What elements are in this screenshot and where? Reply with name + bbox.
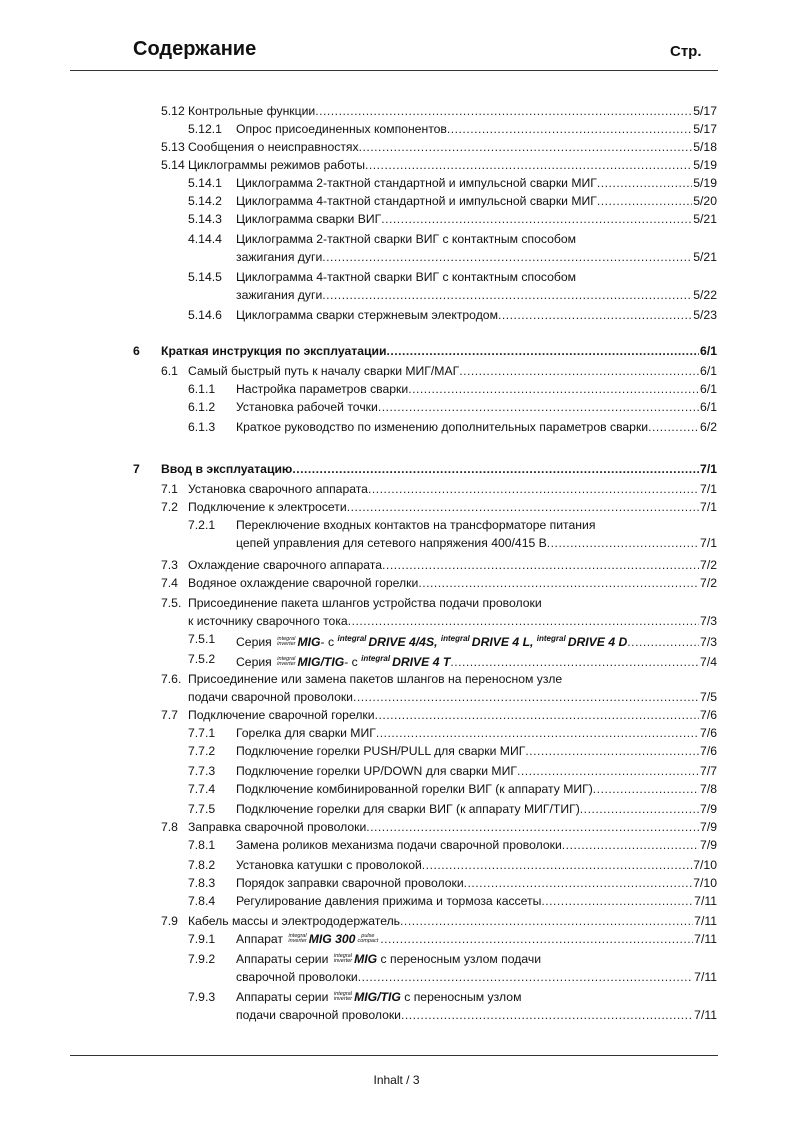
- dot-leader: [597, 174, 692, 192]
- brand-integral-label: integral: [536, 634, 566, 643]
- toc-entry[interactable]: [188, 724, 717, 742]
- toc-entry-number: 7.4: [161, 576, 178, 590]
- title-segment: - с: [320, 635, 338, 650]
- toc-entry-page: 5/21: [693, 250, 717, 264]
- toc-entry-number: 7.8.1: [188, 838, 216, 852]
- brand-model-name: MIG/TIG: [297, 655, 345, 670]
- toc-entry[interactable]: [188, 286, 717, 304]
- toc-entry-title: Заправка сварочной проволоки: [188, 820, 367, 834]
- toc-entry-number: 7.7.4: [188, 782, 216, 796]
- toc-entry[interactable]: [188, 780, 717, 798]
- toc-entry-title: зажигания дуги: [236, 288, 323, 302]
- toc-entry-number: 7.8.3: [188, 876, 216, 890]
- toc-entry[interactable]: [188, 120, 717, 138]
- dot-leader: [447, 120, 692, 138]
- toc-entry[interactable]: [188, 892, 717, 910]
- toc-entry-number: 5.12.1: [188, 122, 222, 136]
- toc-entry-title: Подключение сварочной горелки: [188, 708, 375, 722]
- toc-entry-number: 5.14: [161, 158, 185, 172]
- toc-entry-page: 7/7: [700, 764, 717, 778]
- title-segment: с переносным узлом: [400, 990, 522, 1004]
- toc-entry-page: 7/4: [700, 655, 717, 670]
- toc-entry-page: 7/1: [700, 482, 717, 496]
- toc-entry-page: 6/1: [700, 382, 717, 396]
- title-segment: Аппараты серии: [236, 952, 332, 966]
- toc-entry-title: Подключение к электросети: [188, 500, 347, 514]
- toc-entry[interactable]: [133, 460, 717, 478]
- brand-model-name: MIG: [297, 635, 321, 650]
- toc-entry[interactable]: [188, 306, 717, 324]
- toc-entry[interactable]: [188, 650, 717, 668]
- dot-leader: [464, 874, 693, 892]
- toc-entry-title: зажигания дуги: [236, 250, 323, 264]
- toc-entry[interactable]: [188, 1006, 717, 1024]
- toc-entry-number: 7.7.1: [188, 726, 216, 740]
- toc-entry-title: Циклограммы режимов работы: [188, 158, 366, 172]
- brand-superscript-label: integral inverter: [288, 932, 307, 944]
- toc-entry[interactable]: [188, 800, 717, 818]
- page-column-label: Стр.: [670, 43, 702, 60]
- toc-entry-title: Замена роликов механизма подачи сварочной проволоки: [236, 838, 562, 852]
- header-divider: [70, 70, 718, 71]
- toc-entry[interactable]: [161, 706, 717, 724]
- toc-entry-title: Присоединение пакета шлангов устройства подачи проволоки: [188, 596, 542, 610]
- toc-entry-title: Настройка параметров сварки: [236, 382, 409, 396]
- title-segment: Аппараты серии: [236, 990, 332, 1004]
- dot-leader: [315, 102, 692, 120]
- toc-entry-title: Горелка для сварки МИГ: [236, 726, 376, 740]
- toc-entry-title: Подключение горелки для сварки ВИГ (к аппарату МИГ/ТИГ): [236, 802, 580, 816]
- toc-entry-title: Опрос присоединенных компонентов: [236, 122, 447, 136]
- toc-entry-number: 7.1: [161, 482, 178, 496]
- toc-entry-number: 6.1.1: [188, 382, 216, 396]
- toc-entry-title: Краткая инструкция по эксплуатации: [161, 344, 387, 358]
- toc-entry-page: 5/19: [693, 158, 717, 172]
- toc-entry[interactable]: [161, 688, 717, 706]
- toc-entry-number: 6.1: [161, 364, 178, 378]
- toc-entry-page: 7/3: [700, 635, 717, 650]
- toc-entry-title: Подключение горелки PUSH/PULL для сварки МИГ: [236, 744, 526, 758]
- dot-leader: [347, 498, 699, 516]
- toc-entry-number: 5.14.1: [188, 176, 222, 190]
- toc-entry-number: 7.3: [161, 558, 178, 572]
- toc-entry-title: [236, 630, 627, 651]
- toc-entry-title: Установка сварочного аппарата: [188, 482, 368, 496]
- toc-entry-page: 5/23: [693, 308, 717, 322]
- dot-leader: [562, 836, 699, 854]
- toc-entry[interactable]: [188, 516, 717, 534]
- toc-entry-page: 6/1: [700, 364, 717, 378]
- toc-entry[interactable]: [161, 670, 717, 688]
- toc-entry-title: [236, 988, 521, 1006]
- dot-leader: [380, 930, 693, 948]
- brand-model-name: DRIVE 4 D: [567, 635, 628, 650]
- dot-leader: [408, 380, 699, 398]
- brand-superscript-label: integral inverter: [333, 952, 353, 964]
- dot-leader: [580, 800, 699, 818]
- toc-entry-page: 5/22: [693, 288, 717, 302]
- toc-entry-title: Контрольные функции: [188, 104, 316, 118]
- toc-entry-title: Циклограмма 2-тактной сварки ВИГ с контактным способом: [236, 232, 577, 246]
- toc-entry-title: Присоединение или замена пакетов шлангов на переносном узле: [188, 672, 563, 686]
- dot-leader: [365, 156, 692, 174]
- dot-leader: [525, 742, 699, 760]
- toc-entry[interactable]: [161, 362, 717, 380]
- toc-entry[interactable]: [188, 398, 717, 416]
- toc-entry-title: сварочной проволоки: [236, 970, 358, 984]
- toc-entry-number: 5.14.3: [188, 212, 222, 226]
- toc-entry[interactable]: [188, 856, 717, 874]
- toc-entry-number: 7.8.2: [188, 858, 216, 872]
- toc-entry[interactable]: [188, 230, 717, 248]
- toc-entry-title: Краткое руководство по изменению дополнительных параметров сварки: [236, 420, 649, 434]
- toc-entry-page: 7/6: [700, 708, 717, 722]
- toc-entry[interactable]: [188, 210, 717, 228]
- footer-divider: [70, 1055, 718, 1056]
- dot-leader: [368, 480, 699, 498]
- toc-entry-title: Самый быстрый путь к началу сварки МИГ/МАГ: [188, 364, 460, 378]
- toc-entry-page: 5/20: [693, 194, 717, 208]
- toc-entry-page: 7/1: [700, 536, 717, 550]
- toc-entry[interactable]: [188, 418, 717, 436]
- toc-entry-number: 7.5.: [161, 596, 182, 610]
- toc-entry[interactable]: [161, 574, 717, 592]
- brand-superscript-label: pulse compact: [357, 932, 379, 944]
- toc-entry-title: цепей управления для сетевого напряжения 400/415 В: [236, 536, 547, 550]
- toc-entry-title: [236, 650, 450, 671]
- toc-entry-title: подачи сварочной проволоки: [236, 1008, 401, 1022]
- dot-leader: [627, 633, 699, 651]
- toc-entry-title: Ввод в эксплуатацию: [161, 462, 293, 476]
- dot-leader: [376, 724, 699, 742]
- dot-leader: [322, 286, 692, 304]
- toc-entry-number: 7.7: [161, 708, 178, 722]
- toc-entry-number: 5.13: [161, 140, 185, 154]
- dot-leader: [541, 892, 693, 910]
- toc-entry-page: 5/18: [693, 140, 717, 154]
- title-segment: с переносным узлом подачи: [377, 952, 542, 966]
- toc-entry-title: Установка катушки с проволокой: [236, 858, 422, 872]
- toc-entry-number: 7.9: [161, 914, 178, 928]
- toc-entry-page: 5/21: [693, 212, 717, 226]
- dot-leader: [378, 398, 699, 416]
- toc-entry-page: 7/11: [694, 894, 717, 908]
- toc-entry-title: [236, 950, 541, 968]
- toc-entry[interactable]: [161, 102, 717, 120]
- toc-entry[interactable]: [188, 630, 717, 648]
- toc-entry-page: 7/9: [700, 838, 717, 852]
- toc-entry[interactable]: [188, 874, 717, 892]
- page-footer: Inhalt / 3: [373, 1073, 420, 1087]
- toc-entry-page: 7/11: [694, 914, 717, 928]
- toc-entry-number: 7.7.2: [188, 744, 216, 758]
- toc-entry[interactable]: [188, 762, 717, 780]
- dot-leader: [498, 306, 692, 324]
- toc-entry-number: 4.14.4: [188, 232, 222, 246]
- toc-entry-number: 6.1.2: [188, 400, 216, 414]
- toc-entry-number: 7.6.: [161, 672, 182, 686]
- toc-entry[interactable]: [188, 534, 717, 552]
- toc-entry-page: 7/11: [694, 1008, 717, 1022]
- toc-entry[interactable]: [161, 912, 717, 930]
- toc-entry[interactable]: [188, 192, 717, 210]
- toc-entry-page: 5/17: [693, 122, 717, 136]
- toc-entry-page: 7/9: [700, 820, 717, 834]
- toc-entry-number: 5.14.5: [188, 270, 222, 284]
- toc-entry[interactable]: [133, 342, 717, 360]
- toc-entry-title: Водяное охлаждение сварочной горелки: [188, 576, 419, 590]
- toc-entry-number: 7.9.1: [188, 932, 216, 946]
- toc-entry-number: 6.1.3: [188, 420, 216, 434]
- brand-superscript-label: integral inverter: [277, 635, 296, 648]
- toc-entry-title: к источнику сварочного тока: [188, 614, 348, 628]
- dot-leader: [459, 362, 699, 380]
- dot-leader: [375, 706, 699, 724]
- toc-entry-title: Циклограмма 2-тактной стандартной и импульсной сварки МИГ: [236, 176, 597, 190]
- toc-entry-number: 7.7.3: [188, 764, 216, 778]
- toc-entry[interactable]: [188, 174, 717, 192]
- brand-model-name: DRIVE 4 L,: [471, 635, 537, 650]
- toc-entry-page: 7/11: [694, 932, 717, 946]
- title-segment: Аппарат: [236, 932, 287, 946]
- toc-entry-number: 5.14.2: [188, 194, 222, 208]
- toc-entry-title: Регулирование давления прижима и тормоза кассеты: [236, 894, 542, 908]
- toc-entry[interactable]: [161, 594, 717, 612]
- toc-entry-number: 7.7.5: [188, 802, 216, 816]
- toc-entry-title: Установка рабочей точки: [236, 400, 378, 414]
- page-title: Содержание: [133, 38, 257, 60]
- brand-superscript-label: integral inverter: [333, 990, 353, 1002]
- dot-leader: [450, 653, 699, 671]
- dot-leader: [400, 912, 693, 930]
- title-segment: Серия: [236, 635, 276, 650]
- toc-entry-number: 7.8.4: [188, 894, 216, 908]
- toc-entry-page: 7/8: [700, 782, 717, 796]
- dot-leader: [322, 248, 692, 266]
- toc-entry[interactable]: [161, 556, 717, 574]
- dot-leader: [381, 210, 692, 228]
- toc-entry-page: 6/1: [700, 400, 717, 414]
- toc-entry-number: 5.14.6: [188, 308, 222, 322]
- toc-entry-title: Сообщения о неисправностях: [188, 140, 359, 154]
- toc-entry-number: 7.8: [161, 820, 178, 834]
- toc-entry-page: 7/10: [693, 858, 717, 872]
- brand-integral-label: integral: [361, 654, 391, 663]
- title-segment: Серия: [236, 655, 276, 670]
- brand-integral-label: integral: [440, 634, 470, 643]
- dot-leader: [348, 612, 699, 630]
- dot-leader: [386, 342, 699, 360]
- title-segment: - с: [344, 655, 362, 670]
- toc-entry-number: 7.9.2: [188, 952, 216, 966]
- toc-entry-title: Циклограмма 4-тактной сварки ВИГ с контактным способом: [236, 270, 577, 284]
- brand-model-name: MIG/TIG: [354, 990, 401, 1004]
- toc-entry-title: Порядок заправки сварочной проволоки: [236, 876, 464, 890]
- dot-leader: [517, 762, 699, 780]
- toc-entry-page: 6/2: [700, 420, 717, 434]
- toc-entry-page: 7/2: [700, 576, 717, 590]
- toc-entry-number: 7.5.1: [188, 632, 216, 646]
- toc-entry-number: 7: [133, 462, 140, 476]
- toc-entry-number: 7.2: [161, 500, 178, 514]
- toc-entry-number: 7.9.3: [188, 990, 216, 1004]
- toc-entry[interactable]: [188, 836, 717, 854]
- toc-entry-title: Подключение горелки UP/DOWN для сварки МИГ: [236, 764, 517, 778]
- toc-entry-page: 7/10: [693, 876, 717, 890]
- toc-entry-page: 7/11: [694, 970, 717, 984]
- toc-entry-page: 7/5: [700, 690, 717, 704]
- dot-leader: [401, 1006, 693, 1024]
- toc-entry[interactable]: [188, 742, 717, 760]
- toc-entry-page: 7/6: [700, 726, 717, 740]
- toc-entry-title: [236, 930, 380, 948]
- brand-model-name: DRIVE 4 T: [392, 655, 451, 670]
- toc-entry-page: 7/1: [700, 462, 717, 476]
- brand-superscript-label: integral inverter: [277, 655, 296, 668]
- toc-entry[interactable]: [188, 988, 717, 1006]
- dot-leader: [366, 818, 699, 836]
- toc-entry[interactable]: [161, 498, 717, 516]
- toc-entry-page: 7/3: [700, 614, 717, 628]
- toc-entry[interactable]: [188, 930, 717, 948]
- toc-entry-page: 6/1: [700, 344, 717, 358]
- toc-entry-title: Кабель массы и электрододержатель: [188, 914, 401, 928]
- dot-leader: [359, 138, 693, 156]
- toc-entry-title: Циклограмма сварки стержневым электродом: [236, 308, 498, 322]
- toc-entry[interactable]: [188, 380, 717, 398]
- dot-leader: [418, 574, 699, 592]
- toc-entry[interactable]: [188, 268, 717, 286]
- dot-leader: [382, 556, 699, 574]
- toc-entry-number: 7.5.2: [188, 652, 216, 666]
- dot-leader: [358, 968, 693, 986]
- dot-leader: [353, 688, 699, 706]
- toc-entry[interactable]: [188, 968, 717, 986]
- brand-model-name: MIG: [354, 952, 378, 966]
- dot-leader: [547, 534, 699, 552]
- toc-entry[interactable]: [161, 138, 717, 156]
- dot-leader: [593, 780, 699, 798]
- toc-entry-page: 7/1: [700, 500, 717, 514]
- toc-entry[interactable]: [188, 950, 717, 968]
- dot-leader: [597, 192, 692, 210]
- toc-entry-page: 5/19: [693, 176, 717, 190]
- toc-entry[interactable]: [161, 480, 717, 498]
- toc-entry-title: Подключение комбинированной горелки ВИГ (к аппарату МИГ): [236, 782, 593, 796]
- toc-entry-title: Циклограмма 4-тактной стандартной и импульсной сварки МИГ: [236, 194, 597, 208]
- toc-entry-page: 7/9: [700, 802, 717, 816]
- toc-entry[interactable]: [161, 156, 717, 174]
- toc-entry-title: подачи сварочной проволоки: [188, 690, 353, 704]
- dot-leader: [648, 418, 699, 436]
- brand-model-name: MIG 300: [308, 932, 356, 946]
- dot-leader: [292, 460, 699, 478]
- toc-entry-page: 5/17: [693, 104, 717, 118]
- toc-entry-number: 5.12: [161, 104, 185, 118]
- toc-entry-number: 6: [133, 344, 140, 358]
- toc-entry-page: 7/6: [700, 744, 717, 758]
- toc-entry-page: 7/2: [700, 558, 717, 572]
- brand-integral-label: integral: [337, 634, 367, 643]
- toc-entry-title: Переключение входных контактов на трансформаторе питания: [236, 518, 596, 532]
- toc-entry-title: Охлаждение сварочного аппарата: [188, 558, 383, 572]
- dot-leader: [422, 856, 692, 874]
- toc-entry-number: 7.2.1: [188, 518, 216, 532]
- toc-entry[interactable]: [161, 818, 717, 836]
- brand-model-name: DRIVE 4/4S,: [368, 635, 441, 650]
- toc-entry[interactable]: [188, 248, 717, 266]
- toc-entry[interactable]: [161, 612, 717, 630]
- toc-entry-title: Циклограмма сварки ВИГ: [236, 212, 382, 226]
